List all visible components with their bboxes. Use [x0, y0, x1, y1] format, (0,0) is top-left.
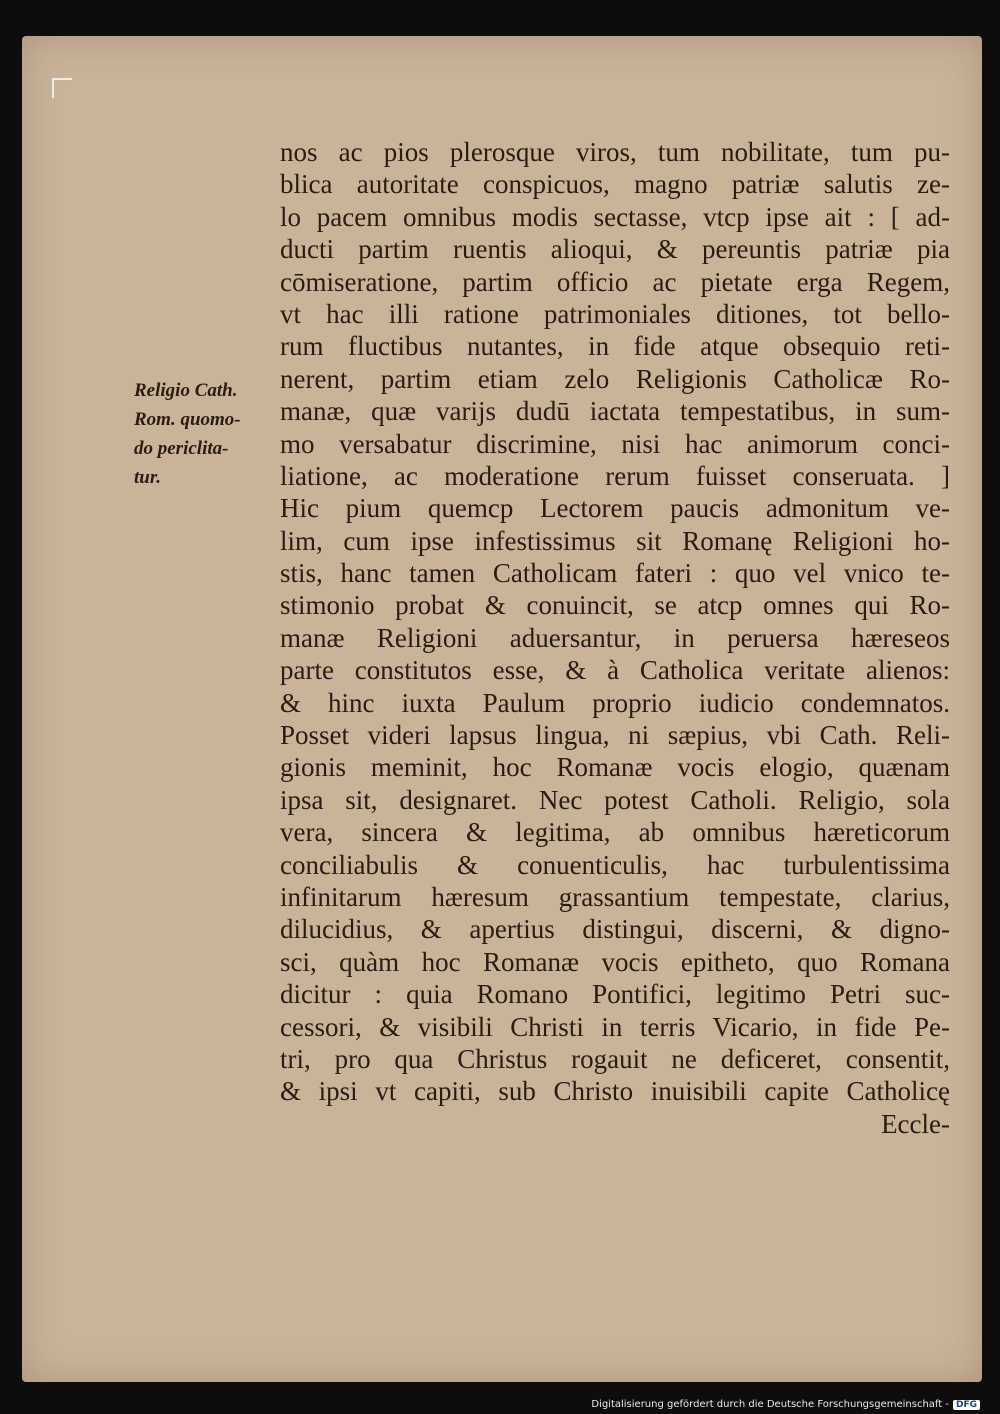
text-line: vt hac illi ratione patrimoniales ditiones, tot bello-	[280, 298, 950, 329]
marginal-note	[134, 376, 282, 492]
text-line: sci, quàm hoc Romanæ vocis epitheto, quo Romana	[280, 946, 950, 977]
text-line: vera, sincera & legitima, ab omnibus hæreticorum	[280, 817, 950, 848]
text-line: nerent, partim etiam zelo Religionis Catholicæ Ro-	[280, 363, 950, 394]
credit-text: Digitalisierung gefördert durch die Deutsche Forschungsgemeinschaft -	[591, 1399, 949, 1410]
text-line: lim, cum ipse infestissimus sit Romanę Religioni ho-	[280, 525, 950, 556]
scan-corner-mark	[52, 78, 72, 98]
marginal-note-line: Rom. quomo-	[134, 409, 241, 430]
marginal-note-line: Religio Cath.	[134, 380, 238, 401]
digitization-credit	[591, 1399, 980, 1410]
text-line: blica autoritate conspicuos, magno patriæ salutis ze-	[280, 169, 950, 200]
marginal-note-line: tur.	[134, 467, 161, 488]
catchword: Eccle-	[881, 1108, 950, 1139]
text-line: rum fluctibus nutantes, in fide atque obsequio reti-	[280, 331, 950, 362]
text-line: ducti partim ruentis alioqui, & pereuntis patriæ pia	[280, 234, 950, 265]
text-line: & hinc iuxta Paulum proprio iudicio condemnatos.	[280, 687, 950, 718]
text-line: manæ Religioni aduersantur, in peruersa hæreseos	[280, 622, 950, 653]
text-line: Hic pium quemcp Lectorem paucis admonitum ve-	[280, 493, 950, 524]
marginal-note-line: do periclita-	[134, 438, 229, 459]
text-line: tri, pro qua Christus rogauit ne deficeret, consentit,	[280, 1043, 950, 1074]
text-line: manæ, quæ varijs dudū iactata tempestatibus, in sum-	[280, 396, 950, 427]
text-line: lo pacem omnibus modis sectasse, vtcp ipse ait : [ ad-	[280, 201, 950, 232]
text-line: infinitarum hæresum grassantium tempestate, clarius,	[280, 881, 950, 912]
text-line: liatione, ac moderatione rerum fuisset conseruata. ]	[280, 460, 950, 491]
text-line: Posset videri lapsus lingua, ni sæpius, vbi Cath. Reli-	[280, 720, 950, 751]
text-line: dilucidius, & apertius distingui, discerni, & digno-	[280, 914, 950, 945]
text-line: cessori, & visibili Christi in terris Vicario, in fide Pe-	[280, 1011, 950, 1042]
dfg-logo-icon: DFG	[953, 1400, 980, 1410]
main-text-block	[280, 136, 950, 1140]
text-line: mo versabatur discrimine, nisi hac animorum conci-	[280, 428, 950, 459]
text-line: stis, hanc tamen Catholicam fateri : quo vel vnico te-	[280, 558, 950, 589]
text-line: conciliabulis & conuenticulis, hac turbulentissima	[280, 849, 950, 880]
text-line: parte constitutos esse, & à Catholica veritate alienos:	[280, 655, 950, 686]
book-page	[22, 36, 982, 1382]
text-line: cōmiseratione, partim officio ac pietate erga Regem,	[280, 266, 950, 297]
text-line: dicitur : quia Romano Pontifici, legitimo Petri suc-	[280, 979, 950, 1010]
text-line: nos ac pios plerosque viros, tum nobilitate, tum pu-	[280, 137, 950, 167]
text-line: & ipsi vt capiti, sub Christo inuisibili capite Catholicę	[280, 1076, 950, 1107]
text-line: stimonio probat & conuincit, se atcp omnes qui Ro-	[280, 590, 950, 621]
text-line: ipsa sit, designaret. Nec potest Catholi. Religio, sola	[280, 784, 950, 815]
text-line: gionis meminit, hoc Romanæ vocis elogio, quænam	[280, 752, 950, 783]
